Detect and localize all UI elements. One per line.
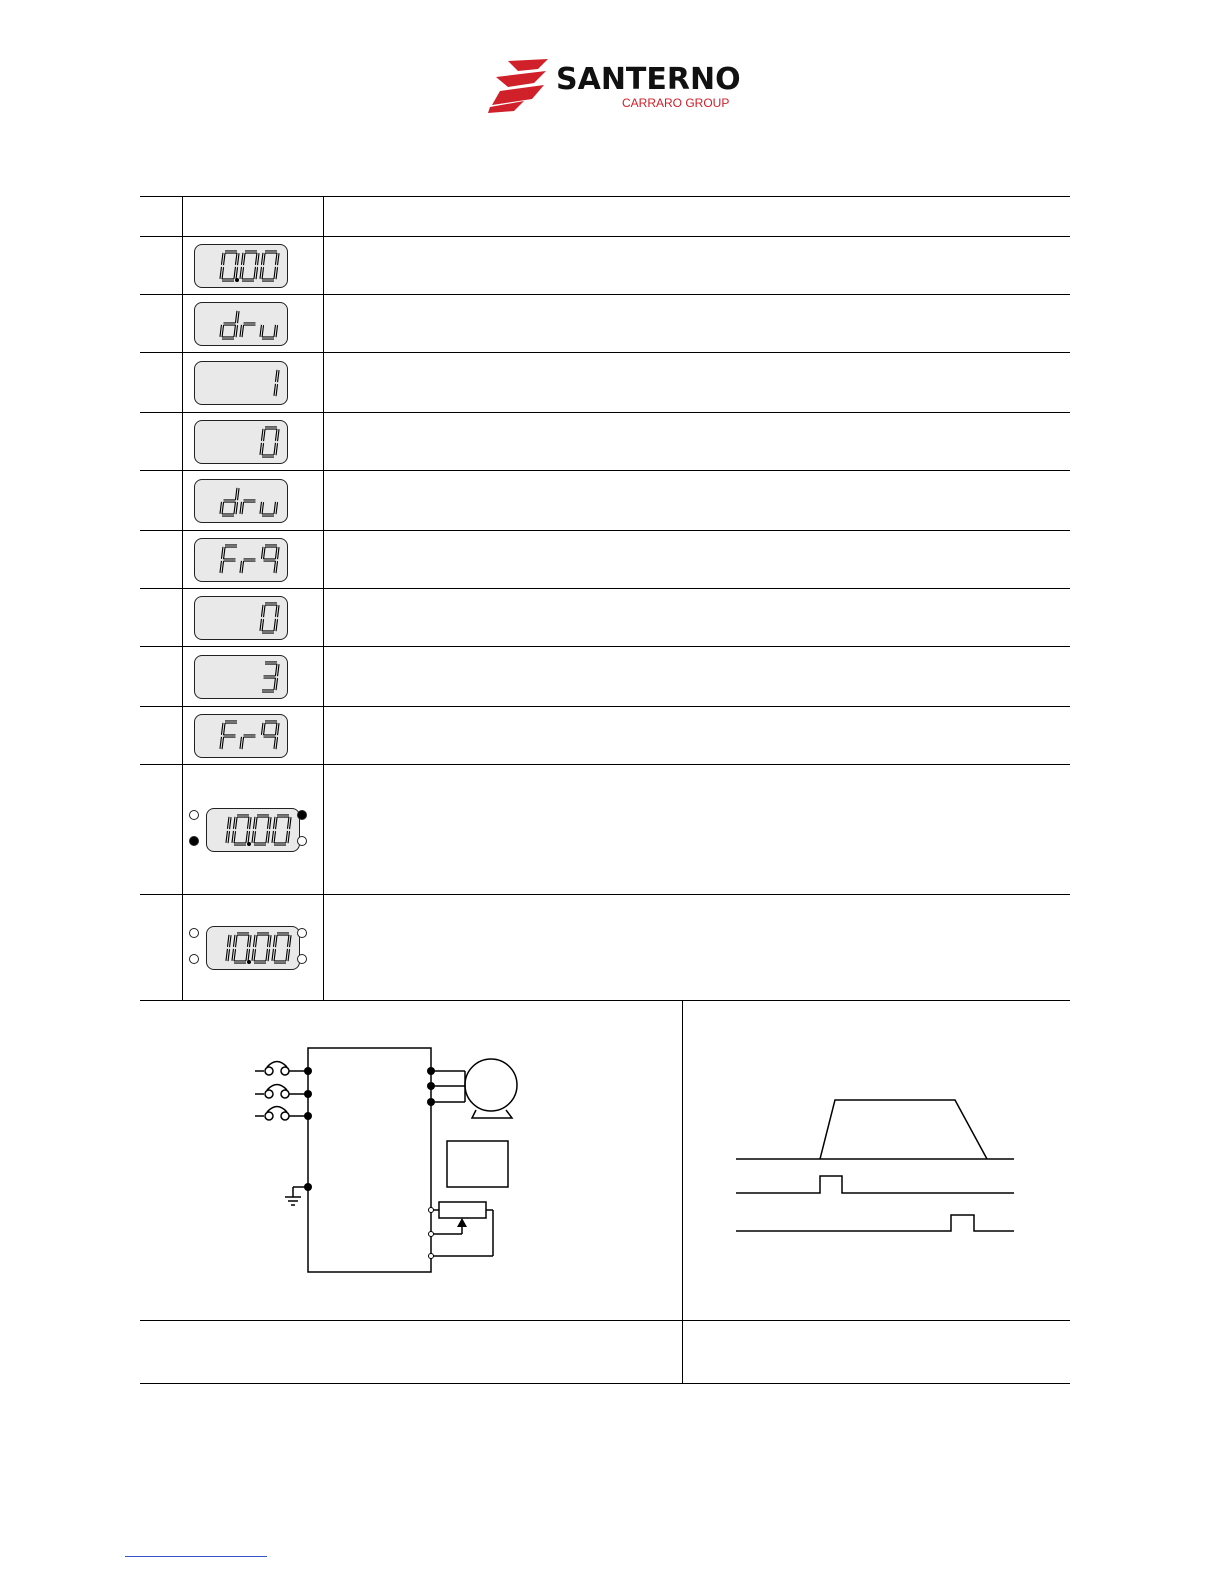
seven-segment-readout bbox=[195, 245, 287, 287]
row-rule bbox=[140, 530, 1070, 531]
keypad-display bbox=[194, 596, 288, 640]
row-rule bbox=[140, 470, 1070, 471]
keypad-display bbox=[194, 420, 288, 464]
input-switch-s bbox=[255, 1085, 308, 1099]
seven-segment-readout bbox=[195, 303, 287, 345]
status-led-icon bbox=[297, 836, 307, 846]
keypad-display bbox=[206, 808, 300, 852]
status-led-icon bbox=[297, 810, 307, 820]
status-led-icon bbox=[189, 928, 199, 938]
seven-segment-readout bbox=[195, 656, 287, 698]
input-switch-r bbox=[255, 1062, 308, 1076]
seven-segment-readout bbox=[195, 539, 287, 581]
seven-segment-readout bbox=[195, 597, 287, 639]
row-rule bbox=[140, 764, 1070, 765]
wiring-diagram bbox=[250, 1040, 530, 1280]
column-rule bbox=[682, 1000, 683, 1383]
row-rule bbox=[140, 894, 1070, 895]
keypad-display bbox=[194, 538, 288, 582]
keypad-display bbox=[194, 655, 288, 699]
keypad-display bbox=[194, 244, 288, 288]
seven-segment-readout bbox=[195, 421, 287, 463]
lcd-decimal-point bbox=[247, 842, 251, 846]
keypad-display bbox=[194, 302, 288, 346]
seven-segment-readout bbox=[195, 480, 287, 522]
input-switch-t bbox=[255, 1107, 308, 1121]
row-rule bbox=[140, 1320, 1070, 1321]
column-rule bbox=[323, 196, 324, 1000]
row-rule bbox=[140, 588, 1070, 589]
status-led-icon bbox=[189, 954, 199, 964]
keypad-display bbox=[194, 361, 288, 405]
seven-segment-readout bbox=[207, 927, 299, 969]
row-rule bbox=[140, 706, 1070, 707]
status-led-icon bbox=[189, 836, 199, 846]
seven-segment-readout bbox=[207, 809, 299, 851]
santerno-swoosh-icon bbox=[488, 55, 554, 115]
row-rule bbox=[140, 294, 1070, 295]
row-rule bbox=[140, 236, 1070, 237]
table-bottom-rule bbox=[140, 1383, 1070, 1384]
table-top-rule bbox=[140, 196, 1070, 197]
keypad-display bbox=[194, 714, 288, 758]
seven-segment-readout bbox=[195, 715, 287, 757]
row-rule bbox=[140, 1000, 1070, 1001]
seven-segment-readout bbox=[195, 362, 287, 404]
keypad-display bbox=[206, 926, 300, 970]
status-led-icon bbox=[189, 810, 199, 820]
row-rule bbox=[140, 412, 1070, 413]
timing-diagram bbox=[730, 1090, 1020, 1240]
footer-link-underline[interactable] bbox=[125, 1556, 267, 1557]
keypad-display bbox=[194, 479, 288, 523]
row-rule bbox=[140, 646, 1070, 647]
column-rule bbox=[182, 196, 183, 1000]
row-rule bbox=[140, 352, 1070, 353]
brand-group: CARRARO GROUP bbox=[622, 96, 730, 110]
status-led-icon bbox=[297, 954, 307, 964]
lcd-decimal-point bbox=[247, 960, 251, 964]
santerno-logo bbox=[488, 55, 741, 117]
brand-name: SANTERNO bbox=[556, 62, 741, 97]
lcd-decimal-point bbox=[235, 278, 239, 282]
status-led-icon bbox=[297, 928, 307, 938]
